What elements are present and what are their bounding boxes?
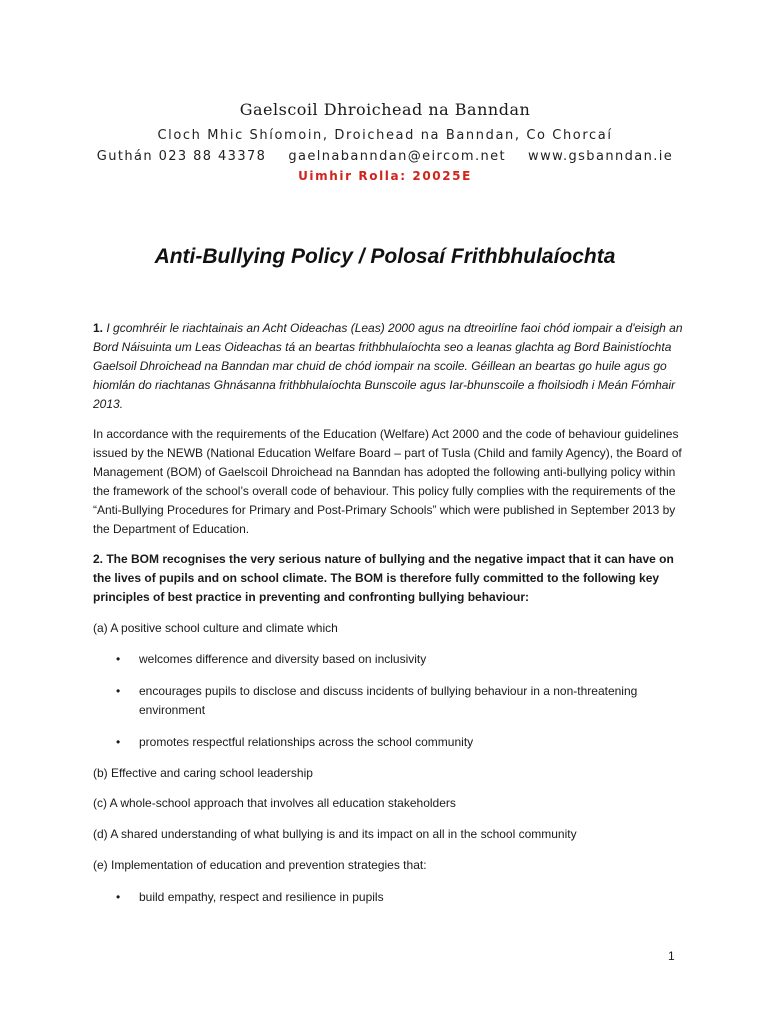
contact-line [0,149,770,164]
list-item: promotes respectful relationships across the school community [139,735,474,749]
phone-number: Guthán 023 88 43378 [96,149,267,164]
item-d: (d) A shared understanding of what bullying is and its impact on all in the school community [93,827,577,841]
school-address: Cloch Mhic Shíomoin, Droichead na Banndan, Co Chorcaí [157,128,613,143]
item-a: (a) A positive school culture and climate which [93,621,338,635]
bullet-icon: • [116,684,121,698]
bullet-icon: • [116,735,121,749]
section-1-number: 1. [93,321,104,335]
website-link: www.gsbanndan.ie [528,149,674,164]
item-b: (b) Effective and caring school leadership [93,766,313,780]
school-name: Gaelscoil Dhroichead na Banndan [239,100,531,119]
item-c: (c) A whole-school approach that involves all education stakeholders [93,796,456,810]
item-e: (e) Implementation of education and prevention strategies that: [93,858,427,872]
list-item: welcomes difference and diversity based on inclusivity [139,652,427,666]
section-1-english-paragraph: In accordance with the requirements of the Education (Welfare) Act 2000 and the code of behaviour guidelines issued by the NEWB (National Education Welfare Board – part of Tusla (Child and family Agency), the Board of Management (BOM) of Gaelscoil Dhroichead na Banndan has adopted the following anti-bullying policy within the framework of the school’s overall code of behaviour. This policy fully complies with the requirements of the “Anti-Bullying Procedures for Primary and Post-Primary Schools” which were published in September 2013 by the Department of Education. [93,427,682,536]
list-item: build empathy, respect and resilience in pupils [139,890,384,904]
list-item: encourages pupils to disclose and discuss incidents of bullying behaviour in a non-threatening environment [139,684,638,717]
section-2-intro: 2. The BOM recognises the very serious nature of bullying and the negative impact that it can have on the lives of pupils and on school climate. The BOM is therefore fully committed to the following key principles of best practice in preventing and confronting bullying behaviour: [93,552,674,604]
roll-number: Uimhir Rolla: 20025E [298,169,472,183]
page-title: Anti-Bullying Policy / Polosaí Frithbhulaíochta [154,245,616,268]
bullet-icon: • [116,890,121,904]
bullet-icon: • [116,652,121,666]
page-number: 1 [668,949,675,963]
email-address: gaelnabanndan@eircom.net [288,149,507,164]
section-1-irish-text: I gcomhréir le riachtainais an Acht Oideachas (Leas) 2000 agus na dtreoirlíne faoi chód iompair a d'eisigh an Bord Náisuinta um Leas Oideachas tá an beartas frithbhulaíochta seo a leanas glachta ag Bord Bainistíochta Gaelsoil Dhroichead na Banndan mar chuid de chód iompair na scoile. Géillean an beartas go huile agus go hiomlán do riachtanas Ghnásanna frithbhulaíochta Bunscoile agus Iar-bhunscoile a fhoilsiodh i Meán Fómhair 2013. [93,321,683,411]
section-1-irish-paragraph [93,319,683,414]
